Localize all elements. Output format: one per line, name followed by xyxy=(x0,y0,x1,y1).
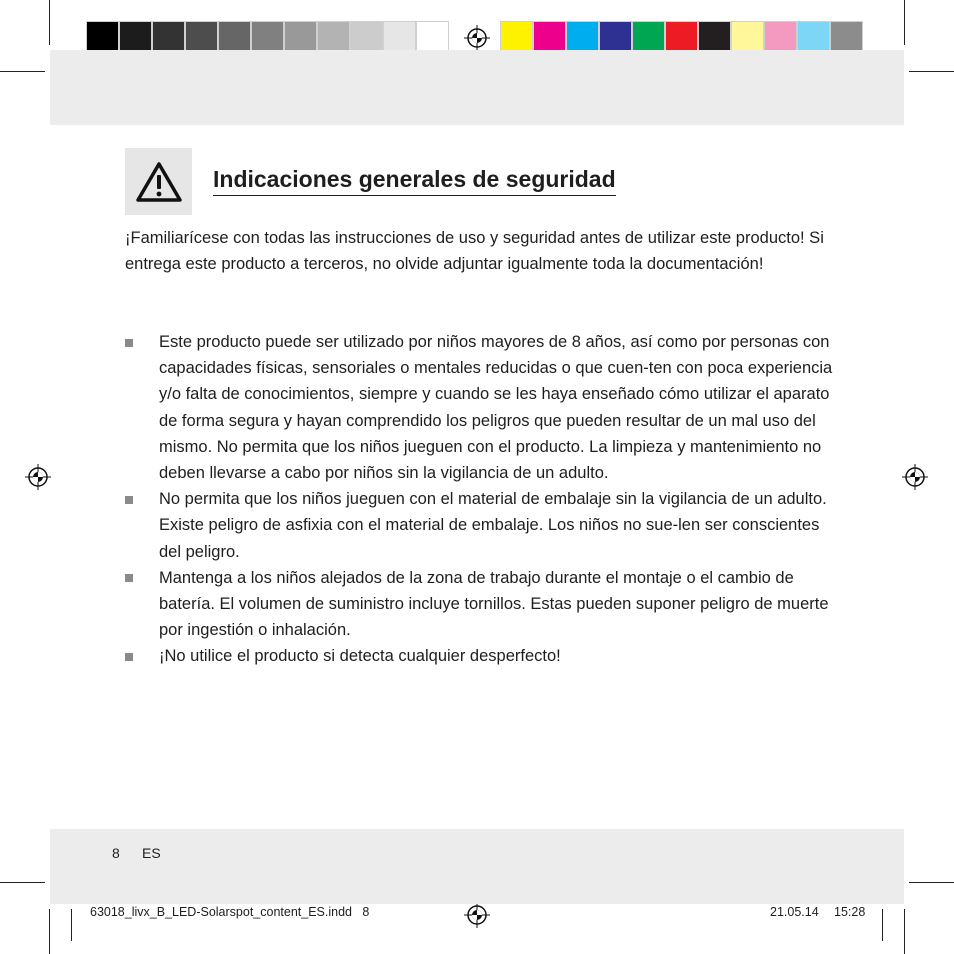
registration-mark-icon xyxy=(25,464,51,490)
registration-mark-icon xyxy=(902,464,928,490)
print-time: 15:28 xyxy=(834,905,866,919)
bullet-square-icon xyxy=(125,574,133,582)
crop-mark xyxy=(0,882,45,883)
warning-triangle-icon xyxy=(135,161,183,203)
crop-mark xyxy=(71,909,72,941)
crop-mark xyxy=(909,71,954,72)
page-title: Indicaciones generales de seguridad xyxy=(213,166,616,196)
warning-icon-box xyxy=(125,148,192,215)
list-item xyxy=(125,486,835,565)
registration-mark-icon xyxy=(464,25,490,51)
crop-mark xyxy=(49,0,50,45)
page-number: 8 xyxy=(112,845,120,861)
crop-mark xyxy=(904,0,905,45)
safety-list xyxy=(125,329,835,670)
registration-mark-icon xyxy=(464,902,490,928)
print-date: 21.05.14 xyxy=(770,905,819,919)
crop-mark xyxy=(904,909,905,954)
bullet-square-icon xyxy=(125,339,133,347)
crop-mark xyxy=(49,909,50,954)
language-code: ES xyxy=(142,845,161,861)
list-item-text: Mantenga a los niños alejados de la zona de trabajo durante el montaje o el cambio de batería. El volumen de suministro incluye tornillos. Estas pueden suponer peligro de muerte por ingestión o inhalación. xyxy=(159,568,829,640)
crop-mark xyxy=(882,909,883,941)
list-item xyxy=(125,643,835,669)
list-item-text: ¡No utilice el producto si detecta cualquier desperfecto! xyxy=(159,647,561,666)
header-band xyxy=(50,50,904,125)
intro-paragraph: ¡Familiarícese con todas las instrucciones de uso y seguridad antes de utilizar este producto! Si entrega este producto a terceros, no olvide adjuntar igualmente toda la documentación! xyxy=(125,229,824,273)
bullet-square-icon xyxy=(125,496,133,504)
list-item xyxy=(125,565,835,644)
bullet-square-icon xyxy=(125,653,133,661)
file-slug: 63018_livx_B_LED-Solarspot_content_ES.indd 8 xyxy=(90,905,370,919)
footer-band xyxy=(50,829,904,904)
list-item xyxy=(125,329,835,486)
crop-mark xyxy=(0,71,45,72)
list-item-text: Este producto puede ser utilizado por niños mayores de 8 años, así como por personas con capacidades físicas, sensoriales o mentales reducidas o que cuen-ten con poca experiencia y/o falta de conocimientos, siempre y cuando se les haya enseñado cómo utilizar el aparato de forma segura y hayan comprendido los peligros que pueden resultar de un mal uso del mismo. No permita que los niños jueguen con el producto. La limpieza y mantenimiento no deben llevarse a cabo por niños sin la vigilancia de un adulto. xyxy=(159,333,833,483)
crop-mark xyxy=(909,882,954,883)
list-item-text: No permita que los niños jueguen con el material de embalaje sin la vigilancia de un adulto. Existe peligro de asfixia con el material de embalaje. Los niños no sue-len ser conscientes del peligro. xyxy=(159,490,827,561)
